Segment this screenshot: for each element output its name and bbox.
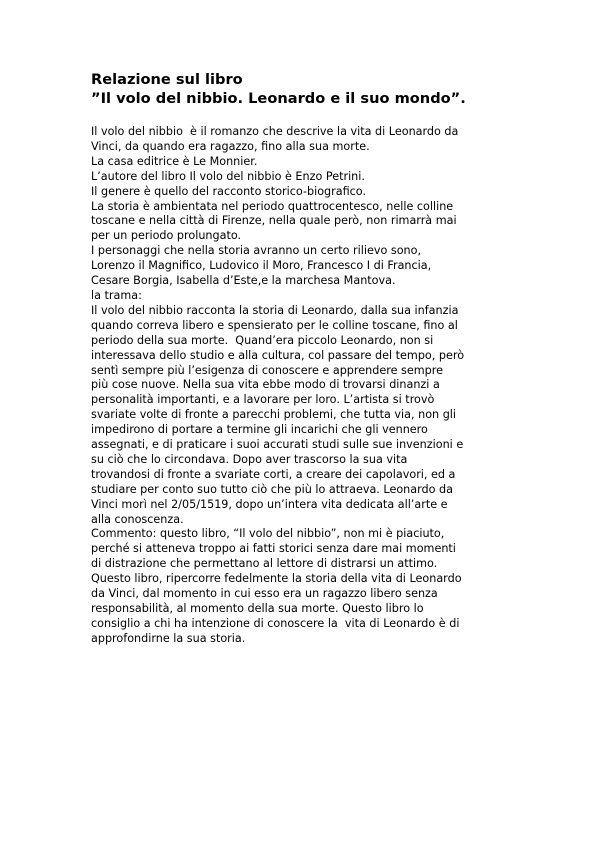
body-line: personalità importanti, e a lavorare per loro. L’artista si trovò: [91, 393, 435, 407]
body-line: su ciò che lo circondava. Dopo aver trascorso la sua vita: [91, 452, 408, 466]
body-line: sentì sempre più l’esigenza di conoscere e apprendere sempre: [91, 363, 443, 377]
body-line: Cesare Borgia, Isabella d’Este,e la marchesa Mantova.: [91, 274, 396, 288]
body-line: periodo della sua morte. Quand’era piccolo Leonardo, non si: [91, 333, 434, 347]
body-line: Il genere è quello del racconto storico-biografico.: [91, 184, 366, 198]
body-line: consiglio a chi ha intenzione di conoscere la vita di Leonardo è di: [91, 616, 460, 630]
title-line-1: Relazione sul libro: [91, 71, 243, 88]
body-line: di distrazione che permettano al lettore di distrarsi un attimo.: [91, 557, 438, 571]
body-line: I personaggi che nella storia avranno un certo rilievo sono,: [91, 244, 422, 258]
document-title: [91, 70, 531, 108]
body-line: interessava dello studio e alla cultura, col passare del tempo, però: [91, 348, 465, 362]
body-line: la trama:: [91, 288, 142, 302]
body-line: Vinci, da quando era ragazzo, fino alla sua morte.: [91, 139, 370, 153]
body-line: trovandosi di fronte a svariate corti, a creare dei capolavori, ed a: [91, 467, 456, 481]
body-line: L’autore del libro Il volo del nibbio è Enzo Petrini.: [91, 169, 365, 183]
document-body: [91, 125, 511, 647]
body-line: per un periodo prolungato.: [91, 229, 242, 243]
body-line: Commento: questo libro, “Il volo del nibbio”, non mi è piaciuto,: [91, 527, 445, 541]
body-line: quando correva libero e spensierato per le colline toscane, fino al: [91, 318, 458, 332]
body-line: Il volo del nibbio è il romanzo che descrive la vita di Leonardo da: [91, 125, 459, 138]
body-line: Il volo del nibbio racconta la storia di Leonardo, dalla sua infanzia: [91, 303, 459, 317]
body-line: perché si atteneva troppo ai fatti storici senza dare mai momenti: [91, 542, 456, 556]
body-line: alla conoscenza.: [91, 512, 184, 526]
body-line: più cose nuove. Nella sua vita ebbe modo di trovarsi dinanzi a: [91, 378, 440, 392]
body-line: responsabilità, al momento della sua morte. Questo libro lo: [91, 602, 424, 615]
body-line: La storia è ambientata nel periodo quattrocentesco, nelle colline: [91, 199, 454, 213]
body-line: Lorenzo il Magnifico, Ludovico il Moro, Francesco I di Francia,: [91, 259, 432, 273]
body-line: Questo libro, ripercorre fedelmente la storia della vita di Leonardo: [91, 572, 462, 586]
body-line: impedirono di portare a termine gli incarichi che gli vennero: [91, 423, 428, 437]
body-line: approfondirne la sua storia.: [91, 631, 246, 645]
title-line-2: ”Il volo del nibbio. Leonardo e il suo mondo”.: [91, 90, 466, 107]
body-line: svariate volte di fronte a parecchi problemi, che tutta via, non gli: [91, 408, 457, 422]
body-line: La casa editrice è Le Monnier.: [91, 154, 258, 168]
body-line: da Vinci, dal momento in cui esso era un ragazzo libero senza: [91, 587, 438, 601]
body-line: Vinci morì nel 2/05/1519, dopo un’intera vita dedicata all’arte e: [91, 497, 448, 511]
body-line: assegnati, e di praticare i suoi accurati studi sulle sue invenzioni e: [91, 438, 464, 452]
body-line: studiare per conto suo tutto ciò che più lo attraeva. Leonardo da: [91, 482, 453, 496]
body-line: toscane e nella città di Firenze, nella quale però, non rimarrà mai: [91, 214, 457, 228]
